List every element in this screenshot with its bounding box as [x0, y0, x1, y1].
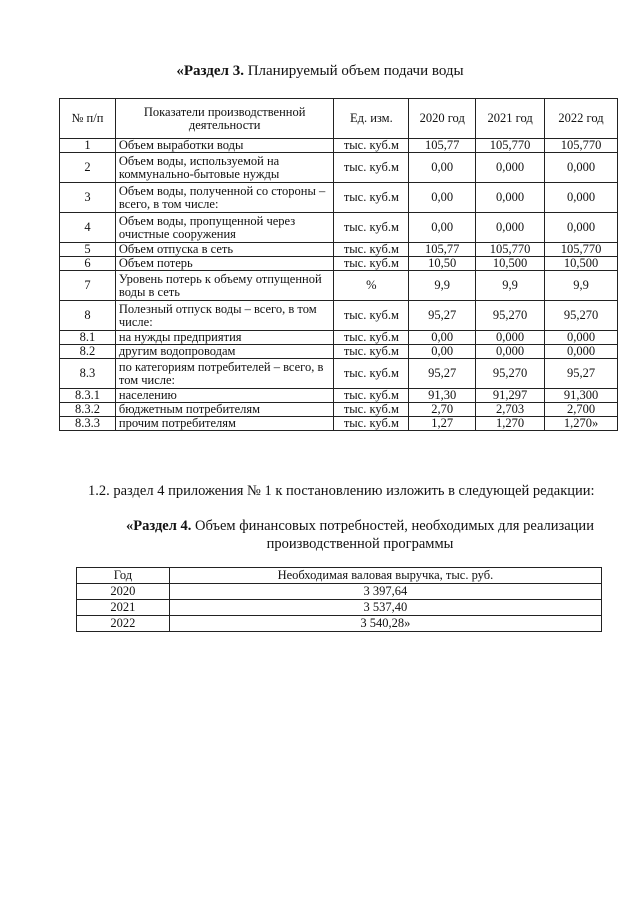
header-year: Год: [77, 568, 170, 584]
row-value-2022: 91,300: [545, 389, 618, 403]
row-number: 8.3.3: [60, 417, 116, 431]
table-row: [60, 271, 618, 301]
header-2020: 2020 год: [409, 99, 476, 139]
row-value-2020: 9,9: [409, 271, 476, 301]
row-revenue: 3 540,28»: [169, 616, 601, 632]
row-number: 6: [60, 257, 116, 271]
row-value-2021: 95,270: [476, 301, 545, 331]
row-number: 4: [60, 213, 116, 243]
row-value-2021: 0,000: [476, 331, 545, 345]
table-row: [77, 616, 602, 632]
row-unit: тыс. куб.м: [334, 183, 409, 213]
row-value-2022: 95,27: [545, 359, 618, 389]
row-number: 5: [60, 243, 116, 257]
row-number: 8.3.2: [60, 403, 116, 417]
row-number: 1: [60, 139, 116, 153]
table-row: [60, 345, 618, 359]
row-unit: тыс. куб.м: [334, 243, 409, 257]
row-unit: тыс. куб.м: [334, 257, 409, 271]
row-value-2022: 9,9: [545, 271, 618, 301]
table-row: [60, 331, 618, 345]
row-indicator: бюджетным потребителям: [115, 403, 334, 417]
row-indicator: Объем выработки воды: [115, 139, 334, 153]
table-row: [60, 183, 618, 213]
row-indicator: Объем воды, полученной со стороны – всего, в том числе:: [115, 183, 334, 213]
row-unit: тыс. куб.м: [334, 139, 409, 153]
table-row: [60, 257, 618, 271]
row-indicator: Объем отпуска в сеть: [115, 243, 334, 257]
row-indicator: Полезный отпуск воды – всего, в том числе:: [115, 301, 334, 331]
section4-title-line2: производственной программы: [266, 536, 454, 552]
row-value-2020: 0,00: [409, 331, 476, 345]
table-row: [60, 153, 618, 183]
row-value-2020: 10,50: [409, 257, 476, 271]
row-indicator: прочим потребителям: [115, 417, 334, 431]
row-indicator: Объем потерь: [115, 257, 334, 271]
section4-title-bold: «Раздел 4.: [126, 518, 192, 534]
row-value-2021: 105,770: [476, 243, 545, 257]
header-2021: 2021 год: [476, 99, 545, 139]
paragraph-1-2: 1.2. раздел 4 приложения № 1 к постановлению изложить в следующей редакции:: [88, 483, 595, 499]
row-unit: тыс. куб.м: [334, 417, 409, 431]
row-number: 8: [60, 301, 116, 331]
row-value-2020: 105,77: [409, 243, 476, 257]
row-value-2021: 0,000: [476, 183, 545, 213]
row-value-2022: 0,000: [545, 331, 618, 345]
row-value-2022: 105,770: [545, 139, 618, 153]
table-row: [60, 359, 618, 389]
row-value-2020: 95,27: [409, 359, 476, 389]
row-year: 2020: [77, 584, 170, 600]
row-value-2021: 0,000: [476, 345, 545, 359]
section3-title-bold: «Раздел 3.: [176, 63, 244, 79]
row-value-2022: 10,500: [545, 257, 618, 271]
row-number: 8.3.1: [60, 389, 116, 403]
table-row: [60, 403, 618, 417]
row-value-2022: 105,770: [545, 243, 618, 257]
row-number: 3: [60, 183, 116, 213]
row-value-2021: 105,770: [476, 139, 545, 153]
row-value-2022: 0,000: [545, 213, 618, 243]
row-value-2021: 95,270: [476, 359, 545, 389]
row-year: 2022: [77, 616, 170, 632]
table-row: [77, 584, 602, 600]
row-value-2021: 0,000: [476, 153, 545, 183]
row-number: 8.2: [60, 345, 116, 359]
row-value-2021: 10,500: [476, 257, 545, 271]
row-unit: тыс. куб.м: [334, 345, 409, 359]
row-unit: тыс. куб.м: [334, 359, 409, 389]
row-value-2020: 2,70: [409, 403, 476, 417]
row-value-2020: 0,00: [409, 213, 476, 243]
row-indicator: Объем воды, пропущенной через очистные сооружения: [115, 213, 334, 243]
section3-title-text: Планируемый объем подачи воды: [243, 63, 464, 79]
row-value-2020: 0,00: [409, 345, 476, 359]
row-value-2021: 91,297: [476, 389, 545, 403]
row-revenue: 3 397,64: [169, 584, 601, 600]
table-row: [60, 213, 618, 243]
row-year: 2021: [77, 600, 170, 616]
section3-table: [59, 98, 618, 431]
row-indicator: населению: [115, 389, 334, 403]
row-number: 8.1: [60, 331, 116, 345]
row-unit: тыс. куб.м: [334, 213, 409, 243]
section3-header-row: [60, 99, 618, 139]
table-row: [60, 301, 618, 331]
row-value-2020: 91,30: [409, 389, 476, 403]
row-unit: %: [334, 271, 409, 301]
row-value-2020: 0,00: [409, 153, 476, 183]
table-row: [60, 243, 618, 257]
header-2022: 2022 год: [545, 99, 618, 139]
row-value-2020: 95,27: [409, 301, 476, 331]
row-number: 8.3: [60, 359, 116, 389]
row-value-2021: 9,9: [476, 271, 545, 301]
section4-title-text: Объем финансовых потребностей, необходимых для реализации: [191, 518, 594, 534]
row-indicator: Уровень потерь к объему отпущенной воды в сеть: [115, 271, 334, 301]
section3-title: [0, 62, 640, 80]
row-value-2022: 0,000: [545, 345, 618, 359]
section4-title: [80, 517, 640, 553]
table-row: [60, 417, 618, 431]
row-value-2022: 2,700: [545, 403, 618, 417]
row-value-2022: 0,000: [545, 183, 618, 213]
row-value-2020: 105,77: [409, 139, 476, 153]
header-indicator: Показатели производственной деятельности: [115, 99, 334, 139]
row-unit: тыс. куб.м: [334, 301, 409, 331]
row-value-2022: 95,270: [545, 301, 618, 331]
row-indicator: другим водопроводам: [115, 345, 334, 359]
table-row: [77, 600, 602, 616]
row-value-2021: 2,703: [476, 403, 545, 417]
row-number: 7: [60, 271, 116, 301]
row-indicator: на нужды предприятия: [115, 331, 334, 345]
row-number: 2: [60, 153, 116, 183]
row-indicator: по категориям потребителей – всего, в том числе:: [115, 359, 334, 389]
header-number: № п/п: [60, 99, 116, 139]
row-unit: тыс. куб.м: [334, 403, 409, 417]
row-value-2021: 0,000: [476, 213, 545, 243]
table-row: [60, 389, 618, 403]
header-revenue: Необходимая валовая выручка, тыс. руб.: [169, 568, 601, 584]
section4-header-row: [77, 568, 602, 584]
row-unit: тыс. куб.м: [334, 389, 409, 403]
row-value-2020: 1,27: [409, 417, 476, 431]
table-row: [60, 139, 618, 153]
header-unit: Ед. изм.: [334, 99, 409, 139]
row-unit: тыс. куб.м: [334, 153, 409, 183]
row-value-2020: 0,00: [409, 183, 476, 213]
row-indicator: Объем воды, используемой на коммунально-бытовые нужды: [115, 153, 334, 183]
row-unit: тыс. куб.м: [334, 331, 409, 345]
row-value-2022: 1,270»: [545, 417, 618, 431]
row-revenue: 3 537,40: [169, 600, 601, 616]
section4-table: [76, 567, 602, 632]
row-value-2021: 1,270: [476, 417, 545, 431]
row-value-2022: 0,000: [545, 153, 618, 183]
